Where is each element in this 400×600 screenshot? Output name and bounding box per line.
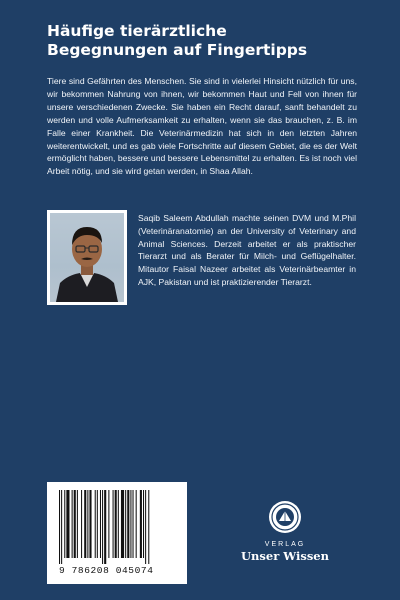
- barcode-bar: [97, 490, 98, 558]
- barcode-bar: [59, 490, 60, 564]
- barcode-bar: [118, 490, 119, 558]
- barcode-bar: [136, 490, 137, 558]
- barcode-bar: [127, 490, 129, 558]
- barcode-bar: [148, 490, 149, 564]
- publisher-label: VERLAG: [264, 541, 306, 548]
- barcode-bar: [121, 490, 124, 558]
- barcode-bar: [74, 490, 76, 558]
- publisher-seal-icon: [268, 500, 302, 534]
- author-portrait-icon: [50, 213, 124, 302]
- barcode-bar: [72, 490, 73, 558]
- barcode-bars: [59, 490, 179, 564]
- barcode-bar: [143, 490, 144, 558]
- publisher-logo: [230, 500, 340, 563]
- barcode-bar: [61, 490, 62, 564]
- barcode-bar: [145, 490, 146, 564]
- barcode-bar: [130, 490, 131, 558]
- barcode-bar: [87, 490, 88, 558]
- barcode-bar: [115, 490, 117, 558]
- title-line-2: Begegnungen auf Fingertipps: [47, 41, 308, 59]
- isbn-number: 9 786208 045074: [59, 565, 154, 576]
- barcode-bar: [133, 490, 134, 558]
- book-blurb: Tiere sind Gefährten des Menschen. Sie sind in vielerlei Hinsicht nützlich für uns, wir bekommen Nahrung von ihnen, wir bekommen Haut und Fell von ihnen für unsere verschiedenen Zwecke. Sie haben ein Recht darauf, sanft behandelt zu werden und volle Aufmerksamkeit zu erhalten, wenn sie das brauchen, z. B. im Falle einer Krankheit. Die Veterinärmedizin hat sich in den letzten Jahren weiterentwickelt, und es gab viele Fortschritte auf diesem Gebiet, die es der Welt ermöglicht haben, bessere und bessere Lebensmittel zu erhalten. Es ist noch viel Arbeit nötig, und sie wird getan werden, in Shaa Allah.: [47, 76, 357, 177]
- author-photo: [47, 210, 127, 305]
- title-line-1: Häufige tierärztliche: [47, 22, 227, 40]
- barcode-bar: [102, 490, 103, 564]
- barcode-bar: [125, 490, 126, 558]
- barcode-bar: [113, 490, 114, 558]
- barcode-bar: [89, 490, 91, 558]
- barcode-bar: [104, 490, 106, 564]
- book-title: [47, 22, 367, 60]
- barcode-bar: [84, 490, 86, 558]
- publisher-name: Unser Wissen: [241, 549, 329, 563]
- barcode-bar: [66, 490, 69, 558]
- barcode-bar: [64, 490, 65, 558]
- barcode-bar: [100, 490, 101, 558]
- barcode-bar: [81, 490, 82, 558]
- barcode-bar: [108, 490, 109, 558]
- barcode-bar: [95, 490, 96, 558]
- author-bio: Saqib Saleem Abdullah machte seinen DVM und M.Phil (Veterinäranatomie) an der University of Veterinary and Animal Sciences. Derzeit arbeitet er als praktischer Tierarzt und als Berater für Milch- und Geflügelhalter. Mitautor Faisal Nazeer arbeitet als Veterinärbeamter in AJK, Pakistan und ist praktizierender Tierarzt.: [138, 213, 356, 287]
- barcode-bar: [77, 490, 78, 558]
- barcode-bar: [140, 490, 142, 558]
- isbn-barcode: [47, 482, 187, 584]
